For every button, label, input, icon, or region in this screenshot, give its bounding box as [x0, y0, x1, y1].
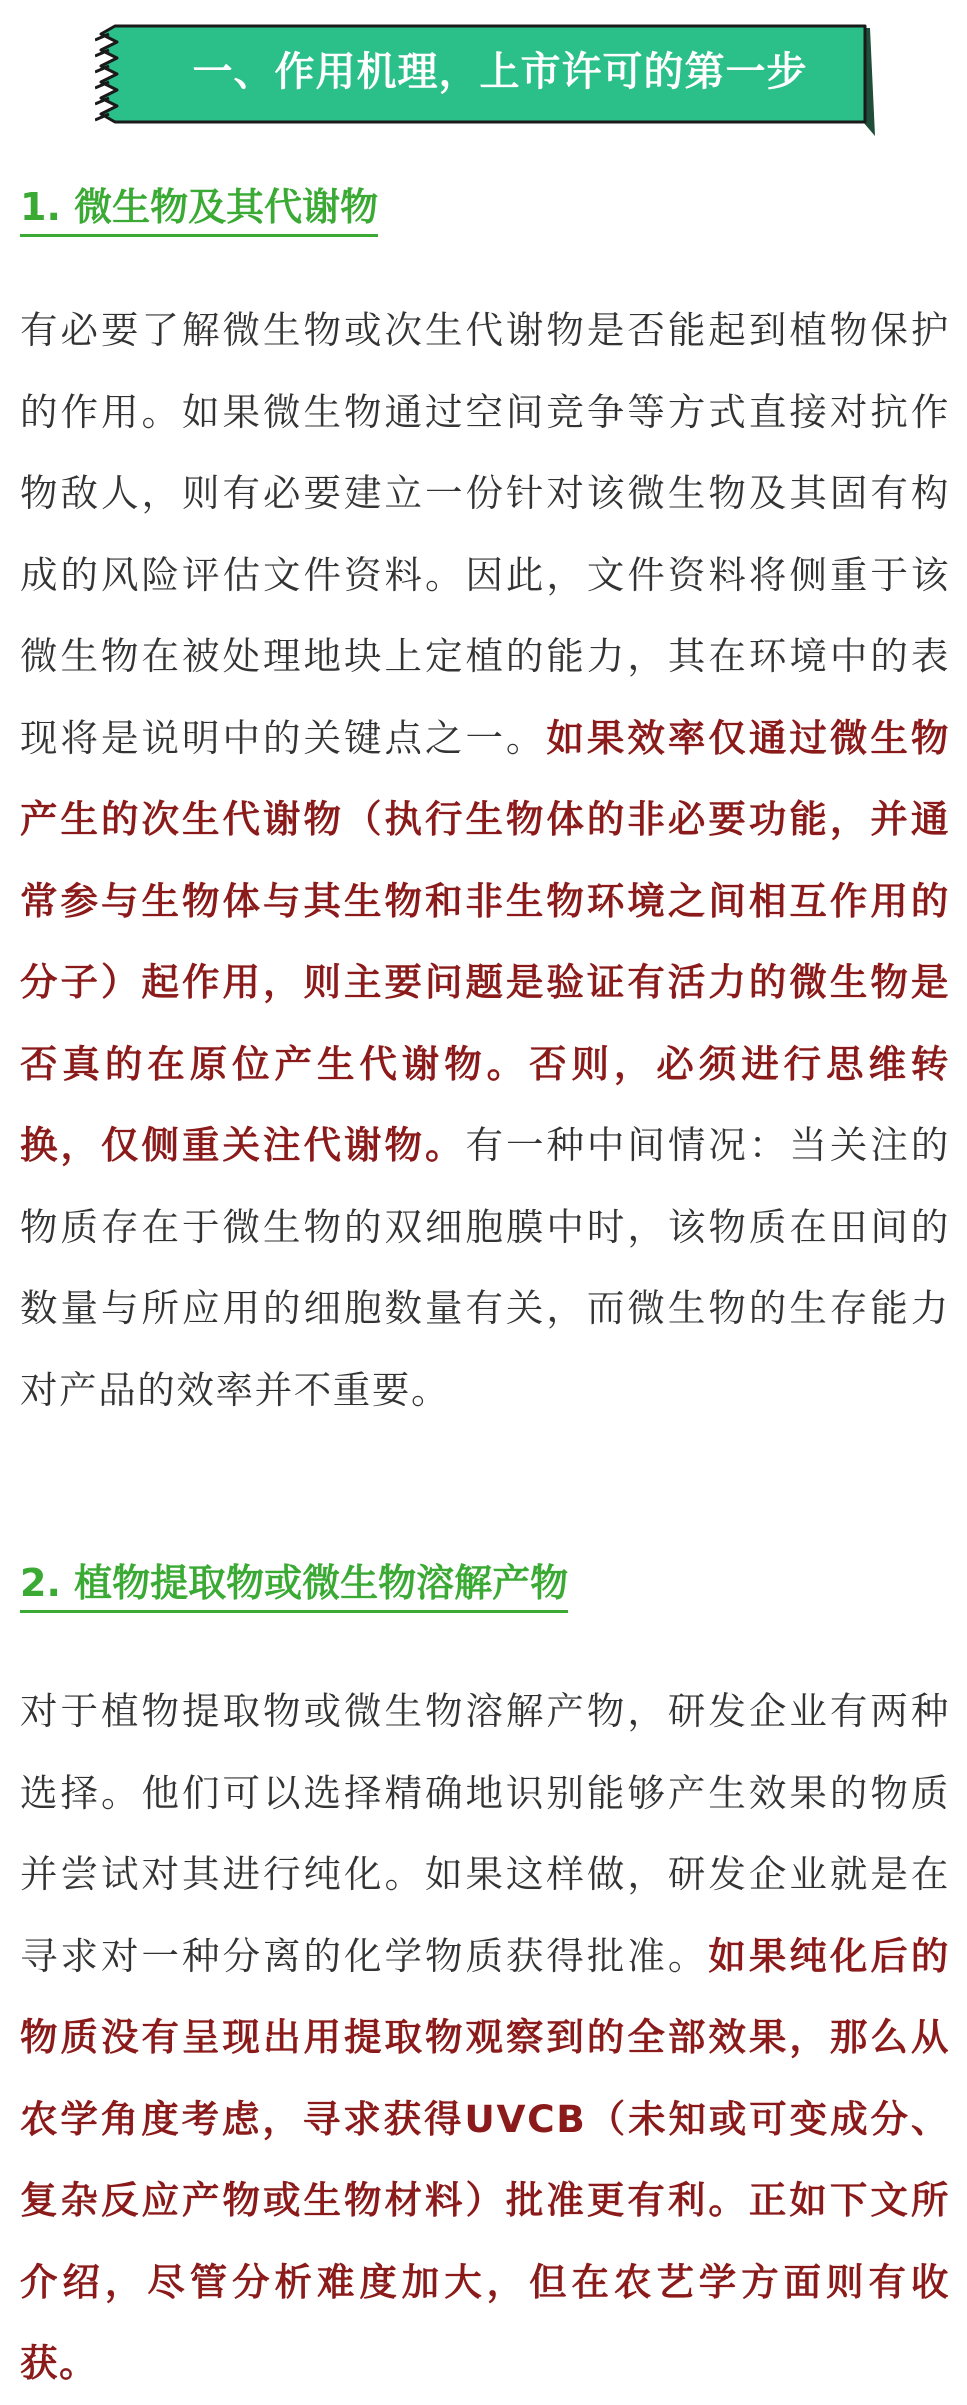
paragraph-text: 对于植物提取物或微生物溶解产物，研发企业有两种选择。他们可以选择精确地识别能够产生效果的物质并尝试对其进行纯化。如果这样做，研发企业就是在寻求对一种分离的化学物质获得批准。 [20, 1689, 950, 1978]
section-2-paragraph [20, 1671, 950, 2405]
paragraph-text: 有一种中间情况：当关注的物质存在于微生物的双细胞膜中时，该物质在田间的数量与所应用的细胞数量有关，而微生物的生存能力对产品的效率并不重要。 [20, 1123, 950, 1412]
section-heading-2: 2. 植物提取物或微生物溶解产物 [20, 1560, 568, 1613]
section-banner [95, 22, 885, 138]
highlighted-text: 如果纯化后的物质没有呈现出用提取物观察到的全部效果，那么从农学角度考虑，寻求获得UVCB（未知或可变成分、复杂反应产物或生物材料）批准更有利。正如下文所介绍，尽管分析难度加大，但在农艺学方面则有收获。 [20, 1933, 950, 2385]
section-heading-1: 1. 微生物及其代谢物 [20, 184, 378, 237]
section-1-paragraph [20, 290, 950, 1431]
paragraph-text: 有必要了解微生物或次生代谢物是否能起到植物保护的作用。如果微生物通过空间竞争等方式直接对抗作物敌人，则有必要建立一份针对该微生物及其固有构成的风险评估文件资料。因此，文件资料将侧重于该微生物在被处理地块上定植的能力，其在环境中的表现将是说明中的关键点之一。 [20, 308, 950, 760]
banner-title: 一、作用机理，上市许可的第一步 [192, 49, 808, 95]
highlighted-text: 如果效率仅通过微生物产生的次生代谢物（执行生物体的非必要功能，并通常参与生物体与其生物和非生物环境之间相互作用的分子）起作用，则主要问题是验证有活力的微生物是否真的在原位产生代谢物。否则，必须进行思维转换，仅侧重关注代谢物。 [20, 715, 950, 1167]
